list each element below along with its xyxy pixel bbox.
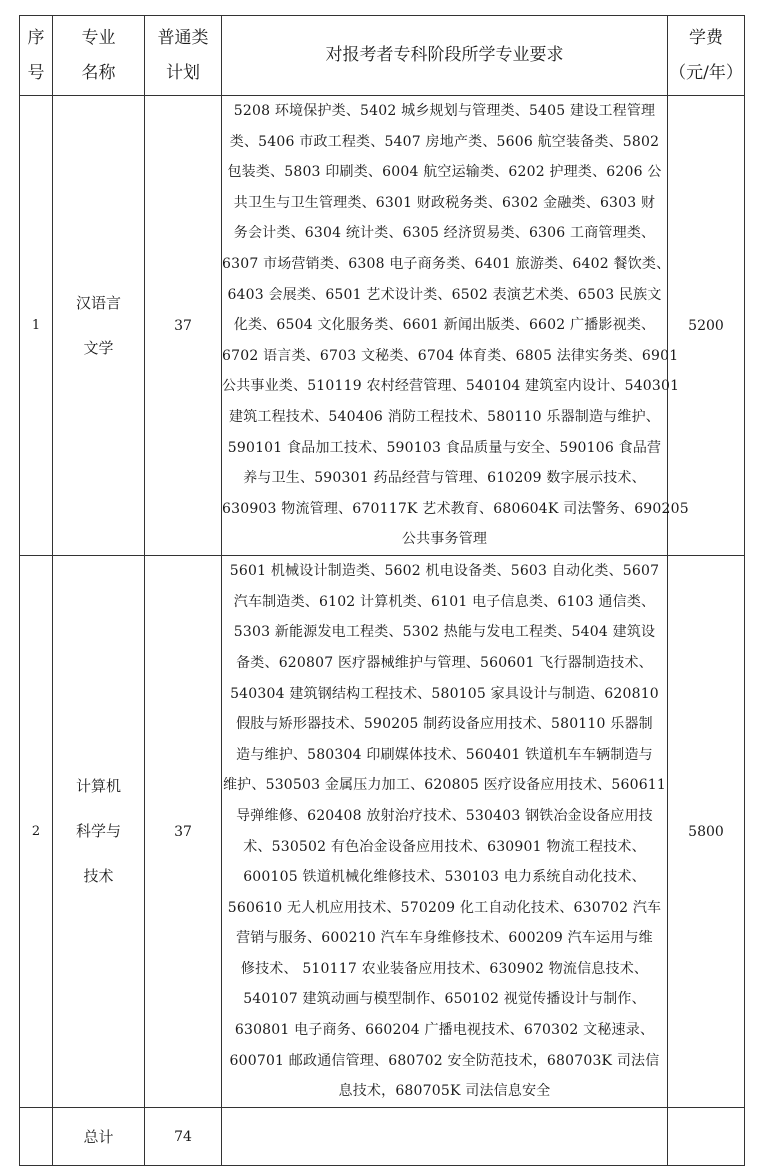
row-major	[53, 556, 145, 1108]
total-plan: 74	[145, 1108, 222, 1166]
requirement-line: 600105 铁道机械化维修技术、530103 电力系统自动化技术、	[243, 869, 646, 886]
total-row	[20, 1108, 745, 1166]
requirement-line: 6307 市场营销类、6308 电子商务类、6401 旅游类、6402 餐饮类、	[222, 256, 671, 273]
requirement-line: 5601 机械设计制造类、5602 机电设备类、5603 自动化类、5607	[229, 563, 660, 580]
requirement-line: 息技术，680705K 司法信息安全	[338, 1083, 551, 1100]
total-requirement-empty	[222, 1108, 668, 1166]
total-fee-empty	[668, 1108, 745, 1166]
requirement-line: 6403 会展类、6501 艺术设计类、6502 表演艺术类、6503 民族文	[227, 286, 662, 303]
header-index-line-1: 序	[27, 27, 45, 48]
header-row	[20, 16, 745, 96]
header-fee-line-1: 学费	[689, 27, 723, 48]
major-line: 文学	[83, 338, 114, 357]
major-line: 汉语言	[75, 293, 121, 312]
requirement-line: 630801 电子商务、660204 广播电视技术、670302 文秘速录、	[234, 1022, 655, 1039]
row-fee: 5200	[668, 96, 745, 556]
requirement-line: 5208 环境保护类、5402 城乡规划与管理类、5405 建设工程管理	[233, 103, 656, 120]
requirement-line: 560610 无人机应用技术、570209 化工自动化技术、630702 汽车	[227, 899, 662, 916]
requirement-line: 590101 食品加工技术、590103 食品质量与安全、590106 食品营	[227, 439, 662, 456]
requirement-line: 汽车制造类、6102 计算机类、6101 电子信息类、6103 通信类、	[233, 593, 656, 610]
requirement-line: 630903 物流管理、670117K 艺术教育、680604K 司法警务、690205	[222, 500, 689, 517]
table-row	[20, 556, 745, 1108]
row-major	[53, 96, 145, 556]
requirement-line: 600701 邮政通信管理、680702 安全防范技术，680703K 司法信	[229, 1052, 660, 1069]
major-line: 技术	[83, 867, 114, 885]
requirement-line: 营销与服务、600210 汽车车身维修技术、600209 汽车运用与维	[236, 930, 653, 947]
requirement-line: 导弹维修、620408 放射治疗技术、530403 钢铁冶金设备应用技	[236, 807, 653, 824]
major-line: 计算机	[75, 777, 121, 795]
header-plan-line-1: 普通类	[157, 27, 209, 48]
header-major	[53, 16, 145, 96]
total-label: 总计	[53, 1108, 145, 1166]
requirement-line: 5303 新能源发电工程类、5302 热能与发电工程类、5404 建筑设	[233, 624, 656, 641]
row-requirement	[222, 96, 689, 556]
requirement-line: 维护、530503 金属压力加工、620805 医疗设备应用技术、560611	[222, 777, 667, 794]
row-plan: 37	[145, 556, 222, 1108]
header-plan	[145, 16, 222, 96]
requirement-line: 6702 语言类、6703 文秘类、6704 体育类、6805 法律实务类、6901	[222, 347, 679, 364]
header-requirement: 对报考者专科阶段所学专业要求	[222, 16, 668, 96]
header-index-line-2: 号	[27, 62, 45, 83]
table-row	[20, 96, 745, 556]
enrollment-table	[19, 15, 745, 1166]
row-index: 2	[20, 556, 53, 1108]
requirement-line: 540304 建筑钢结构工程技术、580105 家具设计与制造、620810	[230, 685, 659, 702]
requirement-line: 公共事务管理	[401, 531, 488, 548]
row-requirement	[222, 556, 668, 1108]
requirement-line: 修技术、 510117 农业装备应用技术、630902 物流信息技术、	[240, 960, 649, 977]
requirement-line: 化类、6504 文化服务类、6601 新闻出版类、6602 广播影视类、	[233, 317, 656, 334]
total-index-empty	[20, 1108, 53, 1166]
row-fee: 5800	[668, 556, 745, 1108]
requirement-line: 假肢与矫形器技术、590205 制药设备应用技术、580110 乐器制	[236, 716, 653, 733]
header-fee	[668, 16, 745, 96]
requirement-line: 术、530502 有色冶金设备应用技术、630901 物流工程技术、	[243, 838, 646, 855]
row-plan: 37	[145, 96, 222, 556]
requirement-line: 造与维护、580304 印刷媒体技术、560401 铁道机车车辆制造与	[236, 746, 653, 763]
header-major-line-1: 专业	[81, 27, 116, 48]
requirement-line: 540107 建筑动画与模型制作、650102 视觉传播设计与制作、	[243, 991, 646, 1008]
requirement-line: 共卫生与卫生管理类、6301 财政税务类、6302 金融类、6303 财	[233, 194, 656, 211]
major-line: 科学与	[75, 822, 121, 840]
requirement-line: 备类、620807 医疗器械维护与管理、560601 飞行器制造技术、	[236, 654, 653, 671]
requirement-line: 建筑工程技术、540406 消防工程技术、580110 乐器制造与维护、	[229, 408, 660, 425]
requirement-line: 养与卫生、590301 药品经营与管理、610209 数字展示技术、	[243, 470, 646, 487]
header-index	[20, 16, 53, 96]
row-index: 1	[20, 96, 53, 556]
requirement-line: 公共事业类、510119 农村经营管理、540104 建筑室内设计、540301	[222, 378, 680, 395]
requirement-line: 务会计类、6304 统计类、6305 经济贸易类、6306 工商管理类、	[233, 225, 656, 242]
header-major-line-2: 名称	[81, 62, 116, 83]
requirement-line: 类、5406 市政工程类、5407 房地产类、5606 航空装备类、5802	[229, 133, 660, 150]
header-plan-line-2: 计划	[166, 62, 200, 83]
requirement-line: 包装类、5803 印刷类、6004 航空运输类、6202 护理类、6206 公	[227, 164, 662, 181]
header-fee-line-2: （元/年）	[669, 62, 743, 83]
